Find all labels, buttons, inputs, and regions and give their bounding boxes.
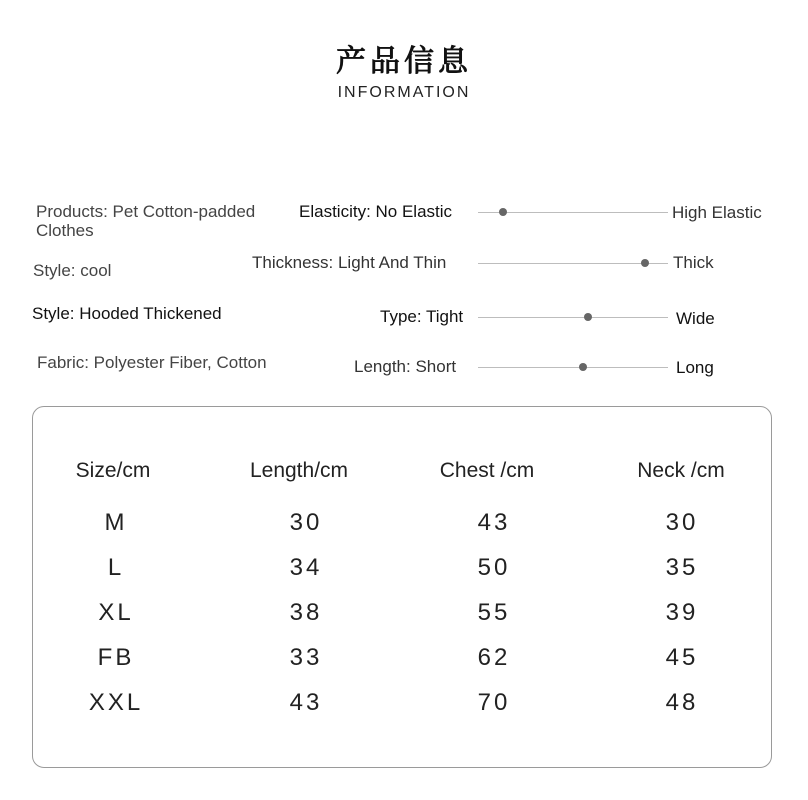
column-header-size: Size/cm: [75, 459, 151, 482]
attribute-level-dot: [641, 259, 649, 267]
table-cell: 43: [289, 689, 323, 716]
attribute-max-label: Thick: [673, 253, 714, 272]
table-cell: 62: [477, 644, 511, 671]
page-title: 产品信息: [336, 44, 472, 79]
attribute-level-dot: [579, 363, 587, 371]
table-cell: 50: [477, 554, 511, 581]
attribute-scale-line: [478, 263, 668, 264]
size-table: [32, 406, 772, 768]
attribute-level-dot: [584, 313, 592, 321]
attribute-max-label: High Elastic: [672, 203, 762, 222]
info-fabric: Fabric: Polyester Fiber, Cotton: [37, 353, 267, 372]
table-cell: 48: [665, 689, 699, 716]
info-style-hooded: Style: Hooded Thickened: [32, 304, 222, 323]
table-cell: M: [104, 509, 128, 536]
attribute-label: Length: Short: [354, 357, 457, 376]
table-cell: L: [107, 554, 125, 581]
column-header-neck: Neck /cm: [637, 459, 725, 482]
table-cell: 38: [289, 599, 323, 626]
page-subtitle: INFORMATION: [337, 84, 471, 101]
table-cell: FB: [97, 644, 135, 671]
attribute-level-dot: [499, 208, 507, 216]
table-cell: XXL: [88, 689, 144, 716]
table-cell: XL: [98, 599, 134, 626]
table-cell: 30: [289, 509, 323, 536]
table-cell: 70: [477, 689, 511, 716]
info-products: Products: Pet Cotton-padded Clothes: [36, 202, 256, 240]
attribute-max-label: Long: [676, 358, 714, 377]
table-cell: 34: [289, 554, 323, 581]
attribute-max-label: Wide: [676, 309, 715, 328]
table-cell: 30: [665, 509, 699, 536]
attribute-label: Thickness: Light And Thin: [252, 253, 447, 272]
attribute-label: Type: Tight: [380, 307, 464, 326]
column-header-chest: Chest /cm: [439, 459, 535, 482]
table-cell: 55: [477, 599, 511, 626]
table-cell: 33: [289, 644, 323, 671]
table-cell: 45: [665, 644, 699, 671]
table-cell: 43: [477, 509, 511, 536]
info-style: Style: cool: [33, 261, 112, 280]
attribute-scale-line: [478, 367, 668, 368]
table-cell: 39: [665, 599, 699, 626]
column-header-length: Length/cm: [249, 459, 349, 482]
table-cell: 35: [665, 554, 699, 581]
attribute-scale-line: [478, 317, 668, 318]
attribute-label: Elasticity: No Elastic: [299, 202, 453, 221]
